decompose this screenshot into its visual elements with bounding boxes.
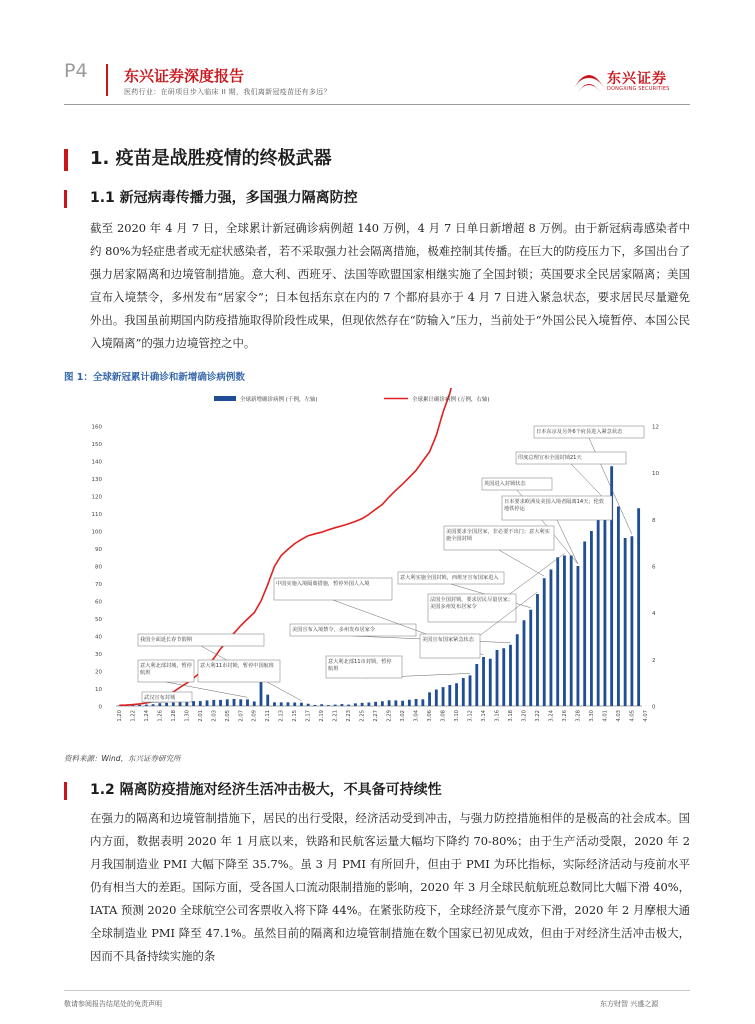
bar [617,507,620,707]
logo-mark-icon [572,66,606,96]
bar [314,705,317,706]
y-left-tick-label: 10 [95,687,102,693]
x-tick-label: 1.22 [130,710,137,722]
x-tick-label: 3.22 [535,710,541,722]
annotation-leader [571,464,605,499]
bar [516,634,519,706]
y-left-tick-label: 110 [91,512,102,518]
covid-cases-chart [64,388,690,743]
annotation-text: 意大利北部封城，暂停航班 [140,663,192,676]
subsection-heading: 1.2 隔离防疫措施对经济生活冲击极大，不具备可持续性 [90,782,442,798]
x-tick-label: 2.19 [319,710,326,722]
heading-marker [64,149,68,171]
annotation-text: 美国要求全国居家，非必要不出门；意大利实施全国封锁 [446,529,550,542]
bar [415,699,418,706]
x-tick-label: 3.14 [481,710,487,722]
bar [442,687,445,706]
x-tick-label: 3.16 [494,710,501,722]
x-tick-label: 1.28 [170,710,177,722]
bar [374,702,377,706]
bar [475,664,478,706]
bar [428,692,431,706]
bar [489,659,492,706]
y-right-tick-label: 10 [652,471,659,478]
bar [603,501,606,706]
x-tick-label: 3.08 [440,710,447,722]
bar [206,700,209,706]
y-right-tick-label: 6 [652,564,656,571]
figure-source: 资料来源：Wind，东兴证券研究所 [64,754,181,763]
bar [563,556,566,707]
bar [381,701,384,706]
report-subtitle: 医药行业：在研项目步入临床 II 期，我们离新冠疫苗还有多远？ [124,88,331,96]
x-tick-label: 3.26 [561,710,568,722]
x-tick-label: 3.20 [521,710,528,722]
annotation-text: 美国宣布国家紧急状态 [422,637,474,643]
x-tick-label: 2.27 [373,710,380,722]
bar [435,690,438,706]
bar [529,610,532,706]
logo-text: 东兴证券 [607,71,667,87]
figure-title: 图 1：全球新冠累计确诊和新增确诊病例数 [64,372,245,383]
bar [320,704,323,706]
annotation-text: 中国实施入境隔离措施，暂停外国人入境 [276,581,370,587]
x-tick-label: 2.21 [332,710,339,722]
bar [246,699,249,706]
x-tick-label: 2.01 [197,710,204,722]
annotation-text: 法国全国封锁，要求居民尽量居家；美国多州发布居家令 [430,597,514,610]
subsection-heading: 1.1 新冠病毒传播力强，多国强力隔离防控 [90,190,358,206]
bar [455,683,458,706]
bar [273,702,276,706]
bar [354,703,357,706]
bar [239,699,242,706]
y-right-tick-label: 4 [652,611,656,618]
body-paragraph: 截至 2020 年 4 月 7 日，全球累计新冠确诊病例超 140 万例，4 月 7 日单日新增超 8 万例。由于新冠病毒感染者中约 80%为轻症患者或无症状感染者，若不采取强力社会隔离措施，极难控制其传播。在巨大的防疫压力下，多国出台了强力居家隔离和边境管制措施。意大利、西班牙、法国等欧盟国家相继实施了全国封锁；英国要求全民居家隔离；美国宣布入境禁令，多州发布“居家令”；日本包括东京在内的 7 个都府县亦于 4 月 7 日进入紧急状态，要求居民尽量避免外出。我国虽前期国内防疫措施取得阶段性成果，但现依然存在“防输入”压力，当前处于“外国公民入境暂停、本国公民入境隔离”的强力边境管控之中。 [90,221,690,350]
subheading-marker [64,190,67,208]
bar [327,705,330,706]
bar [523,620,526,706]
footer-rule [64,990,690,991]
bar [253,701,256,706]
x-tick-label: 2.03 [211,710,218,722]
x-tick-label: 2.11 [265,710,272,722]
bar [158,703,161,706]
bar [145,705,148,706]
y-left-tick-label: 70 [95,582,102,588]
x-tick-label: 2.29 [386,710,393,722]
annotation-text: 意大利北部11市封锁，暂停航班 [328,659,392,672]
x-tick-label: 2.13 [278,710,285,722]
y-left-tick-label: 0 [98,704,102,711]
x-tick-label: 4.01 [602,710,609,722]
x-tick-label: 2.09 [251,710,258,722]
bar [334,705,337,706]
bar [233,699,236,706]
bar [570,556,573,707]
annotation-text: 武汉宣布封城 [144,695,176,701]
bar [482,657,485,706]
x-tick-label: 4.07 [642,710,649,722]
bar [192,701,195,706]
bar [448,685,451,706]
x-tick-label: 2.17 [305,710,312,722]
body-paragraph: 在强力的隔离和边境管制措施下，居民的出行受限，经济活动受到冲击，与强力防控措施相伴的是极高的社会成本。国内方面，数据表明 2020 年 1 月底以来，铁路和民航客运量大幅均下降约 70-80%；由于生产活动受限，2020 年 2 月我国制造业 PMI 大幅下降至 35.7%。虽 3 月 PMI 有所回升，但由于 PMI 为环比指标，实际经济活动与疫前水平仍有相当大的差距。国际方面，受各国人口流动限制措施的影响，2020 年 3 月全球民航航班总数同比大幅下滑 40%，IATA 预测 2020 全球航空公司客票收入将下降 44%。在紧张防疫下，全球经济景气度亦下滑，2020 年 2 月摩根大通全球制造业 PMI 降至 47.1%。虽然目前的隔离和边境管制措施在数个国家已初见成效，但由于对经济生活冲击极大，因而不具备持续实施的条 [90,811,691,963]
annotation-text: 日本东京及另外6个府县进入紧急状态 [536,429,623,435]
x-tick-label: 2.23 [346,710,353,722]
bar [394,700,397,706]
annotation-text: 我国全面延长春节假期 [140,637,192,643]
section-heading: 1. 疫苗是战胜疫情的终极武器 [90,148,332,169]
bar [408,700,411,706]
bar [300,703,303,706]
x-tick-label: 2.07 [238,710,245,722]
bar [462,678,465,706]
annotation-text: 美国宣布入境禁令，多州发布居家令 [292,627,376,633]
report-title: 东兴证券深度报告 [124,67,245,85]
bar [637,508,640,706]
legend-label-bar: 全球新增确诊病例 (千例，左轴) [240,397,318,403]
x-tick-label: 3.30 [588,710,595,722]
x-tick-label: 4.03 [615,710,622,722]
bar [624,538,627,706]
annotation-text: 印度总理宣布全国封锁21天 [518,455,582,461]
bar [287,702,290,706]
bar [219,700,222,706]
y-left-tick-label: 20 [95,669,102,676]
bar [583,542,586,707]
bar [199,701,202,706]
bar [630,536,633,706]
logo-english: DONGXING SECURITIES [607,86,670,92]
bar [293,703,296,707]
y-left-tick-label: 160 [91,424,102,431]
legend-label-line: 全球累计确诊病例 (万例，右轴) [412,397,490,403]
x-tick-label: 2.25 [359,710,366,722]
annotation-text: 英国进入封锁状态 [484,481,526,487]
y-left-tick-label: 60 [95,599,102,606]
x-tick-label: 1.24 [143,710,150,722]
y-left-tick-label: 120 [91,494,102,501]
x-tick-label: 4.05 [629,710,636,722]
bar [543,578,546,706]
y-left-tick-label: 100 [91,529,102,536]
bar [469,675,472,706]
y-right-tick-label: 2 [652,657,656,664]
x-tick-label: 1.20 [116,710,123,722]
bar [340,704,343,706]
bar [502,648,505,706]
bar [165,703,168,706]
y-right-tick-label: 12 [652,424,659,431]
x-tick-label: 3.02 [400,710,407,722]
header-divider [106,64,108,96]
bar [266,695,269,706]
footer-disclaimer: 敬请参阅报告结尾处的免责声明 [64,1000,162,1008]
bar [280,702,283,706]
legend-swatch-bar [214,396,236,401]
annotation-text: 意大利11市封锁，暂停中国航班 [200,663,275,669]
bar [172,703,175,707]
y-left-tick-label: 30 [95,652,102,658]
bar [536,594,539,706]
bar [179,702,182,706]
y-left-tick-label: 130 [91,477,102,483]
x-tick-label: 1.30 [184,710,191,722]
x-tick-label: 2.15 [292,710,299,722]
x-tick-label: 3.24 [548,710,555,722]
x-tick-label: 1.26 [157,710,164,722]
bar [388,700,391,706]
bar [361,703,364,706]
subheading-marker [64,782,67,800]
y-left-tick-label: 150 [91,442,102,448]
bar [509,645,512,706]
x-tick-label: 3.12 [467,710,474,722]
y-left-tick-label: 140 [91,459,102,466]
y-right-tick-label: 0 [652,704,656,711]
annotation-text: 意大利实施全国封锁，西班牙宣布国家进入 [400,575,499,581]
x-tick-label: 3.06 [427,710,434,722]
x-tick-label: 3.18 [508,710,514,722]
bar [550,570,553,707]
y-right-tick-label: 8 [652,517,656,524]
x-tick-label: 3.04 [413,710,420,722]
y-left-tick-label: 90 [95,547,102,553]
y-left-tick-label: 80 [95,564,102,571]
bar [577,566,580,706]
bar [347,705,350,706]
bar [590,531,593,706]
footer-slogan: 东方财智 兴盛之源 [600,1000,659,1008]
bar [138,705,141,706]
y-left-tick-label: 50 [95,617,102,623]
bar [556,557,559,706]
bar [260,679,263,706]
x-tick-label: 2.05 [224,710,231,722]
y-left-tick-label: 40 [95,634,102,641]
annotation-text: 日本要求欧洲及美国入境者隔离14天；伦敦地铁停运 [504,499,604,512]
bar [307,704,310,706]
x-tick-label: 3.10 [454,710,461,722]
bar [401,701,404,706]
bar [226,699,229,706]
bar [152,704,155,706]
bar [597,517,600,706]
bar [421,699,424,706]
x-tick-label: 3.28 [575,710,582,722]
bar [367,703,370,707]
annotation-leader [499,550,544,576]
bar [496,650,499,706]
page-number: P4 [64,60,88,82]
header-rule [64,104,690,105]
bar [212,700,215,706]
